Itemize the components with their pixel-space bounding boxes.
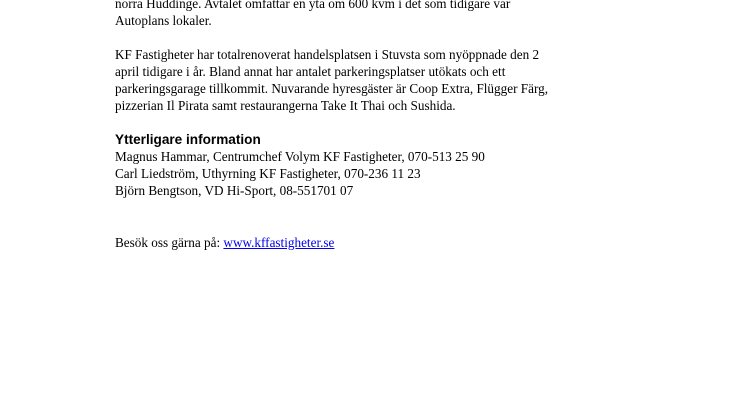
renovation-paragraph	[115, 46, 625, 114]
renovation-line-1: KF Fastigheter har totalrenoverat handelsplatsen i Stuvsta som nyöppnade den 2	[115, 47, 540, 62]
visit-prefix: Besök oss gärna på:	[115, 235, 224, 250]
intro-paragraph	[115, 0, 625, 29]
visit-line	[115, 234, 625, 251]
document-page	[115, 0, 625, 251]
renovation-line-2: april tidigare i år. Bland annat har antalet parkeringsplatser utökats och ett	[115, 64, 506, 79]
contact-magnus-hammar: Magnus Hammar, Centrumchef Volym KF Fastigheter, 070-513 25 90	[115, 149, 485, 164]
more-info-heading: Ytterligare information	[115, 132, 261, 147]
contact-list	[115, 148, 625, 199]
intro-line-1: norra Huddinge. Avtalet omfattar en yta om 600 kvm i det som tidigare var	[115, 0, 511, 11]
renovation-line-4: pizzerian Il Pirata samt restaurangerna Take It Thai och Sushida.	[115, 98, 456, 113]
intro-line-2: Autoplans lokaler.	[115, 13, 212, 28]
renovation-line-3: parkeringsgarage tillkommit. Nuvarande hyresgäster är Coop Extra, Flügger Färg,	[115, 81, 548, 96]
website-link[interactable]: www.kffastigheter.se	[223, 235, 335, 250]
contact-carl-liedstrom: Carl Liedström, Uthyrning KF Fastigheter, 070-236 11 23	[115, 166, 421, 181]
contact-bjorn-bengtson: Björn Bengtson, VD Hi-Sport, 08-551701 07	[115, 183, 354, 198]
